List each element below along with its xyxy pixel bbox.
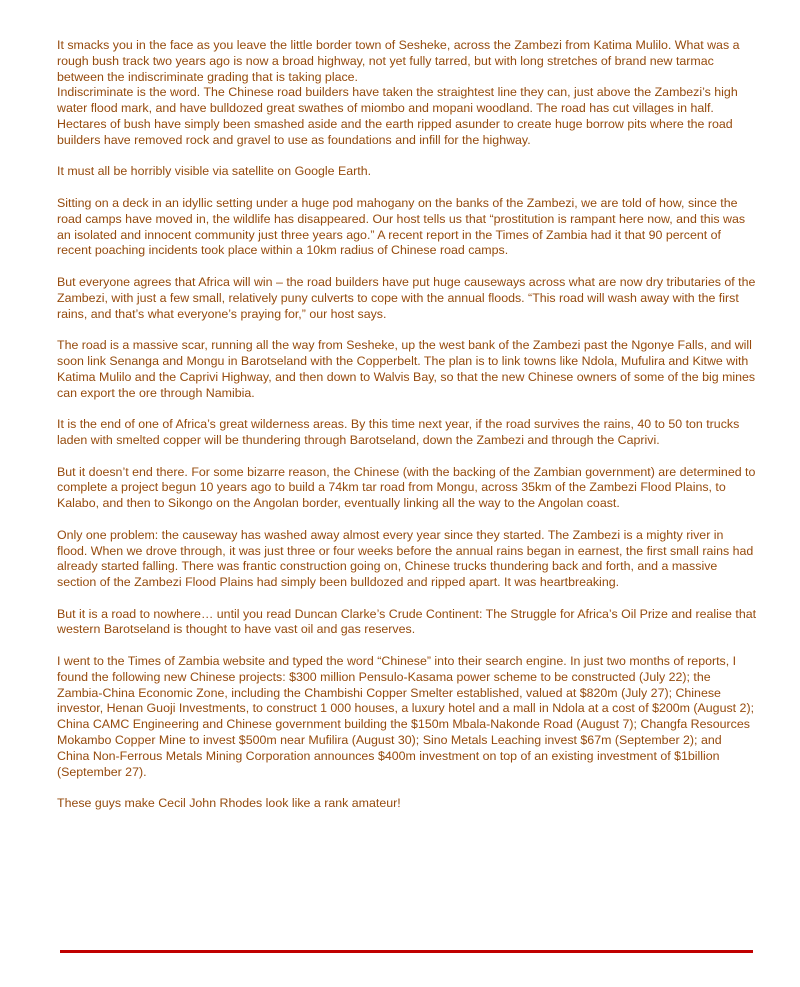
paragraph-massive-scar: The road is a massive scar, running all the way from Sesheke, up the west bank of the Zambezi past the Ngonye Falls, and will soon link Senanga and Mongu in Barotseland with the Copperbelt. The plan is to link towns like Ndola, Mufulira and Kitwe with Katima Mulilo and the Caprivi Highway, and then down to Walvis Bay, so that the new Chinese owners of some of the big mines can export the ore through Namibia.: [57, 338, 756, 400]
article-body: [57, 38, 757, 828]
paragraph-africa-will-win: But everyone agrees that Africa will win – the road builders have put huge causeways across what are now dry tributaries of the Zambezi, with just a few small, relatively puny culverts to cope with the annual floods. “This road will wash away with the first rains, and that’s what everyone’s praying for,” our host says.: [57, 274, 756, 321]
paragraph-border-town: It smacks you in the face as you leave the little border town of Sesheke, across the Zambezi from Katima Mulilo. What was a rough bush track two years ago is now a broad highway, not yet fully tarred, but with long stretches of brand new tarmac between the indiscriminate grading that is taking place.: [57, 38, 740, 84]
paragraph-wildlife: Sitting on a deck in an idyllic setting under a huge pod mahogany on the banks of the Zambezi, we are told of how, since the road camps have moved in, the wildlife has disappeared. Our host tells us that “prostitution is rampant here now, and this was an isolated and innocent community just three years ago.” A recent report in the Times of Zambia had it that 90 percent of recent poaching incidents took place within a 10km radius of Chinese road camps.: [57, 195, 746, 258]
paragraph-chinese-projects: I went to the Times of Zambia website and typed the word “Chinese” into their search engine. In just two months of reports, I found the following new Chinese projects: $300 million Pensulo-Kasama power scheme to be constructed (July 22); the Zambia-China Economic Zone, including the Chambishi Copper Smelter established, valued at $820m (July 27); Chinese investor, Henan Guoji Investments, to construct 1 000 houses, a luxury hotel and a mall in Ndola at a cost of $200m (August 2); China CAMC Engineering and Chinese government building the $150m Mbala-Nakonde Road (August 7); Changfa Resources Mokambo Copper Mine to invest $500m near Mufilira (August 30); Sino Metals Leaching invest $67m (September 2); and China Non-Ferrous Metals Mining Corporation announces $400m investment on top of an existing investment of $1billion (September 27).: [57, 654, 755, 779]
paragraph-road-to-nowhere: But it is a road to nowhere… until you read Duncan Clarke’s Crude Continent: The Struggle for Africa’s Oil Prize and realise that western Barotseland is thought to have vast oil and gas reserves.: [57, 606, 757, 637]
paragraph-causeway: Only one problem: the causeway has washed away almost every year since they started. The Zambezi is a mighty river in flood. When we drove through, it was just three or four weeks before the annual rains began in earnest, the first small rains had already started falling. There was frantic construction going on, Chinese trucks thundering back and forth, and a massive section of the Zambezi Flood Plains had simply been bulldozed and ripped apart. It was heartbreaking.: [57, 527, 754, 590]
paragraph-mongu-road: But it doesn’t end there. For some bizarre reason, the Chinese (with the backing of the Zambian government) are determined to complete a project begun 10 years ago to build a 74km tar road from Mongu, across 35km of the Zambezi Flood Plains, to Kalabo, and then to Sikongo on the Angolan border, eventually linking all the way to the Angolan coast.: [57, 464, 756, 511]
paragraph-closing: These guys make Cecil John Rhodes look like a rank amateur!: [57, 796, 401, 811]
paragraph-indiscriminate: Indiscriminate is the word. The Chinese road builders have taken the straightest line they can, just above the Zambezi’s high water flood mark, and have bulldozed great swathes of miombo and mopani woodland. The road has cut villages in half. Hectares of bush have simply been smashed aside and the earth ripped asunder to create huge borrow pits where the road builders have removed rock and gravel to use as foundations and infill for the highway.: [57, 85, 738, 147]
paragraph-wilderness: It is the end of one of Africa’s great wilderness areas. By this time next year, if the road survives the rains, 40 to 50 ton trucks laden with smelted copper will be thundering through Barotseland, down the Zambezi and through the Caprivi.: [57, 417, 740, 447]
footer-rule: [60, 950, 753, 953]
paragraph-google-earth: It must all be horribly visible via satellite on Google Earth.: [57, 164, 372, 179]
